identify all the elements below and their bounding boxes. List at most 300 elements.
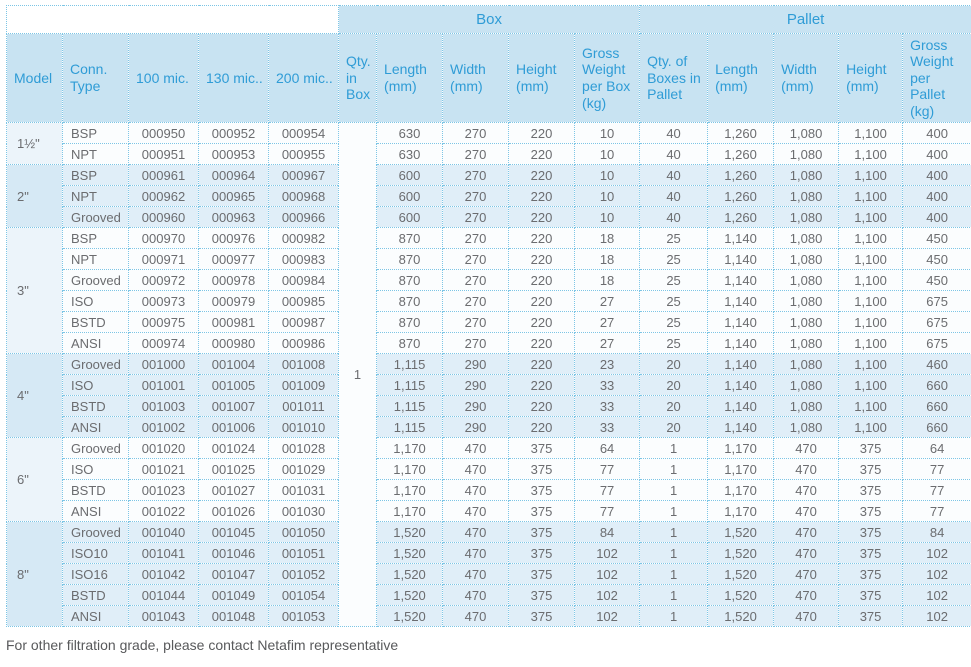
- pallet-qty-boxes-cell: 1: [640, 480, 708, 501]
- mic-100-cell: 000951: [129, 144, 199, 165]
- box-length-cell: 630: [377, 123, 443, 144]
- box-length-cell: 870: [377, 270, 443, 291]
- column-header-12: Width (mm): [774, 34, 839, 123]
- pallet-gross-weight-cell: 400: [903, 144, 971, 165]
- conn-type-cell: Grooved: [63, 522, 129, 543]
- box-width-cell: 470: [443, 606, 509, 627]
- conn-type-cell: BSTD: [63, 480, 129, 501]
- pallet-height-cell: 1,100: [839, 396, 903, 417]
- mic-100-cell: 001042: [129, 564, 199, 585]
- box-width-cell: 270: [443, 207, 509, 228]
- pallet-height-cell: 375: [839, 459, 903, 480]
- pallet-width-cell: 1,080: [774, 165, 839, 186]
- pallet-gross-weight-cell: 400: [903, 123, 971, 144]
- column-header-8: Height (mm): [509, 34, 575, 123]
- conn-type-cell: BSTD: [63, 585, 129, 606]
- mic-200-cell: 001010: [269, 417, 339, 438]
- box-width-cell: 270: [443, 312, 509, 333]
- mic-130-cell: 000965: [199, 186, 269, 207]
- pallet-width-cell: 470: [774, 606, 839, 627]
- pallet-qty-boxes-cell: 40: [640, 186, 708, 207]
- pallet-width-cell: 470: [774, 438, 839, 459]
- box-length-cell: 1,115: [377, 375, 443, 396]
- mic-200-cell: 001053: [269, 606, 339, 627]
- mic-130-cell: 000953: [199, 144, 269, 165]
- mic-200-cell: 001029: [269, 459, 339, 480]
- mic-130-cell: 001006: [199, 417, 269, 438]
- conn-type-cell: ANSI: [63, 606, 129, 627]
- table-row: [7, 144, 971, 165]
- pallet-height-cell: 375: [839, 522, 903, 543]
- box-gross-weight-cell: 27: [575, 333, 640, 354]
- column-header-7: Width (mm): [443, 34, 509, 123]
- pallet-width-cell: 470: [774, 564, 839, 585]
- mic-130-cell: 000964: [199, 165, 269, 186]
- pallet-width-cell: 470: [774, 585, 839, 606]
- pallet-width-cell: 1,080: [774, 354, 839, 375]
- column-header-0: Model: [7, 34, 63, 123]
- pallet-length-cell: 1,260: [708, 123, 774, 144]
- table-row: [7, 123, 971, 144]
- mic-130-cell: 000981: [199, 312, 269, 333]
- mic-100-cell: 001022: [129, 501, 199, 522]
- table-row: [7, 165, 971, 186]
- box-length-cell: 870: [377, 249, 443, 270]
- mic-200-cell: 000984: [269, 270, 339, 291]
- pallet-qty-boxes-cell: 1: [640, 606, 708, 627]
- pallet-gross-weight-cell: 400: [903, 186, 971, 207]
- table-header: [7, 6, 971, 123]
- pallet-qty-boxes-cell: 25: [640, 249, 708, 270]
- mic-100-cell: 001043: [129, 606, 199, 627]
- pallet-qty-boxes-cell: 1: [640, 501, 708, 522]
- box-gross-weight-cell: 23: [575, 354, 640, 375]
- conn-type-cell: ISO: [63, 375, 129, 396]
- box-gross-weight-cell: 77: [575, 501, 640, 522]
- mic-200-cell: 000987: [269, 312, 339, 333]
- pallet-gross-weight-cell: 64: [903, 438, 971, 459]
- pallet-gross-weight-cell: 102: [903, 564, 971, 585]
- box-gross-weight-cell: 102: [575, 564, 640, 585]
- pallet-width-cell: 470: [774, 480, 839, 501]
- conn-type-cell: BSP: [63, 228, 129, 249]
- model-cell: 8": [7, 522, 63, 627]
- mic-200-cell: 001051: [269, 543, 339, 564]
- mic-100-cell: 001020: [129, 438, 199, 459]
- box-height-cell: 375: [509, 438, 575, 459]
- pallet-gross-weight-cell: 460: [903, 354, 971, 375]
- box-length-cell: 1,520: [377, 585, 443, 606]
- pallet-qty-boxes-cell: 1: [640, 543, 708, 564]
- pallet-gross-weight-cell: 660: [903, 375, 971, 396]
- group-header-row: [7, 6, 971, 34]
- mic-100-cell: 001001: [129, 375, 199, 396]
- box-gross-weight-cell: 102: [575, 543, 640, 564]
- table-row: [7, 270, 971, 291]
- pallet-length-cell: 1,260: [708, 207, 774, 228]
- box-length-cell: 630: [377, 144, 443, 165]
- mic-200-cell: 000954: [269, 123, 339, 144]
- pallet-qty-boxes-cell: 25: [640, 312, 708, 333]
- column-header-10: Qty. of Boxes in Pallet: [640, 34, 708, 123]
- table-row: [7, 207, 971, 228]
- mic-100-cell: 000974: [129, 333, 199, 354]
- pallet-width-cell: 1,080: [774, 228, 839, 249]
- pallet-gross-weight-cell: 675: [903, 333, 971, 354]
- pallet-qty-boxes-cell: 1: [640, 459, 708, 480]
- pallet-gross-weight-cell: 450: [903, 249, 971, 270]
- pallet-height-cell: 375: [839, 501, 903, 522]
- pallet-length-cell: 1,140: [708, 375, 774, 396]
- box-length-cell: 870: [377, 228, 443, 249]
- pallet-gross-weight-cell: 102: [903, 585, 971, 606]
- pallet-height-cell: 1,100: [839, 417, 903, 438]
- box-width-cell: 470: [443, 480, 509, 501]
- mic-100-cell: 001000: [129, 354, 199, 375]
- table-row: [7, 564, 971, 585]
- pallet-height-cell: 375: [839, 585, 903, 606]
- box-width-cell: 470: [443, 522, 509, 543]
- box-height-cell: 220: [509, 249, 575, 270]
- pallet-qty-boxes-cell: 40: [640, 123, 708, 144]
- pallet-width-cell: 1,080: [774, 123, 839, 144]
- table-row: [7, 501, 971, 522]
- box-length-cell: 600: [377, 165, 443, 186]
- table-row: [7, 606, 971, 627]
- mic-130-cell: 000952: [199, 123, 269, 144]
- pallet-width-cell: 1,080: [774, 375, 839, 396]
- conn-type-cell: NPT: [63, 186, 129, 207]
- box-height-cell: 220: [509, 333, 575, 354]
- pallet-width-cell: 1,080: [774, 207, 839, 228]
- conn-type-cell: BSTD: [63, 396, 129, 417]
- box-width-cell: 470: [443, 438, 509, 459]
- table-row: [7, 459, 971, 480]
- mic-100-cell: 001002: [129, 417, 199, 438]
- pallet-height-cell: 375: [839, 480, 903, 501]
- conn-type-cell: Grooved: [63, 207, 129, 228]
- pallet-gross-weight-cell: 400: [903, 165, 971, 186]
- pallet-height-cell: 375: [839, 438, 903, 459]
- pallet-width-cell: 470: [774, 459, 839, 480]
- pallet-qty-boxes-cell: 25: [640, 333, 708, 354]
- pallet-qty-boxes-cell: 1: [640, 585, 708, 606]
- pallet-qty-boxes-cell: 1: [640, 522, 708, 543]
- conn-type-cell: Grooved: [63, 438, 129, 459]
- mic-100-cell: 000970: [129, 228, 199, 249]
- box-height-cell: 220: [509, 228, 575, 249]
- column-header-3: 130 mic..: [199, 34, 269, 123]
- box-width-cell: 290: [443, 375, 509, 396]
- mic-200-cell: 001009: [269, 375, 339, 396]
- pallet-length-cell: 1,140: [708, 270, 774, 291]
- mic-200-cell: 000955: [269, 144, 339, 165]
- table-row: [7, 585, 971, 606]
- pallet-length-cell: 1,140: [708, 396, 774, 417]
- pallet-height-cell: 375: [839, 543, 903, 564]
- pallet-height-cell: 1,100: [839, 312, 903, 333]
- box-width-cell: 290: [443, 396, 509, 417]
- box-width-cell: 290: [443, 354, 509, 375]
- box-gross-weight-cell: 10: [575, 207, 640, 228]
- pallet-gross-weight-cell: 77: [903, 501, 971, 522]
- box-width-cell: 470: [443, 459, 509, 480]
- mic-130-cell: 001024: [199, 438, 269, 459]
- footnote: For other filtration grade, please contact Netafim representative: [6, 637, 399, 653]
- column-header-5: Qty. in Box: [339, 34, 377, 123]
- mic-100-cell: 001021: [129, 459, 199, 480]
- box-height-cell: 375: [509, 585, 575, 606]
- box-height-cell: 375: [509, 459, 575, 480]
- mic-200-cell: 000968: [269, 186, 339, 207]
- box-height-cell: 220: [509, 165, 575, 186]
- pallet-length-cell: 1,260: [708, 165, 774, 186]
- box-height-cell: 220: [509, 291, 575, 312]
- box-width-cell: 270: [443, 123, 509, 144]
- pallet-gross-weight-cell: 450: [903, 228, 971, 249]
- mic-130-cell: 001026: [199, 501, 269, 522]
- box-gross-weight-cell: 84: [575, 522, 640, 543]
- mic-130-cell: 000979: [199, 291, 269, 312]
- conn-type-cell: BSP: [63, 165, 129, 186]
- box-gross-weight-cell: 18: [575, 249, 640, 270]
- box-height-cell: 375: [509, 501, 575, 522]
- pallet-qty-boxes-cell: 20: [640, 396, 708, 417]
- box-height-cell: 220: [509, 354, 575, 375]
- box-height-cell: 220: [509, 186, 575, 207]
- box-height-cell: 220: [509, 312, 575, 333]
- pallet-length-cell: 1,260: [708, 144, 774, 165]
- conn-type-cell: Grooved: [63, 270, 129, 291]
- table-row: [7, 228, 971, 249]
- column-header-2: 100 mic.: [129, 34, 199, 123]
- mic-100-cell: 000960: [129, 207, 199, 228]
- pallet-gross-weight-cell: 450: [903, 270, 971, 291]
- box-length-cell: 1,520: [377, 606, 443, 627]
- pallet-height-cell: 1,100: [839, 354, 903, 375]
- pallet-length-cell: 1,520: [708, 585, 774, 606]
- box-gross-weight-cell: 27: [575, 312, 640, 333]
- pallet-length-cell: 1,520: [708, 543, 774, 564]
- box-gross-weight-cell: 10: [575, 123, 640, 144]
- box-width-cell: 290: [443, 417, 509, 438]
- conn-type-cell: ISO10: [63, 543, 129, 564]
- pallet-length-cell: 1,520: [708, 522, 774, 543]
- table-body: [7, 123, 971, 627]
- pallet-gross-weight-cell: 660: [903, 396, 971, 417]
- mic-100-cell: 001041: [129, 543, 199, 564]
- box-width-cell: 270: [443, 186, 509, 207]
- table-row: [7, 186, 971, 207]
- box-width-cell: 470: [443, 501, 509, 522]
- box-gross-weight-cell: 10: [575, 144, 640, 165]
- table-row: [7, 333, 971, 354]
- mic-130-cell: 001004: [199, 354, 269, 375]
- conn-type-cell: NPT: [63, 144, 129, 165]
- mic-200-cell: 001008: [269, 354, 339, 375]
- pallet-gross-weight-cell: 400: [903, 207, 971, 228]
- mic-130-cell: 001046: [199, 543, 269, 564]
- mic-130-cell: 000977: [199, 249, 269, 270]
- mic-200-cell: 001054: [269, 585, 339, 606]
- table-row: [7, 417, 971, 438]
- pallet-qty-boxes-cell: 40: [640, 144, 708, 165]
- pallet-width-cell: 1,080: [774, 249, 839, 270]
- pallet-width-cell: 1,080: [774, 312, 839, 333]
- pallet-gross-weight-cell: 102: [903, 606, 971, 627]
- mic-200-cell: 001011: [269, 396, 339, 417]
- box-width-cell: 270: [443, 165, 509, 186]
- mic-130-cell: 001025: [199, 459, 269, 480]
- pallet-width-cell: 470: [774, 522, 839, 543]
- box-width-cell: 470: [443, 585, 509, 606]
- mic-200-cell: 001030: [269, 501, 339, 522]
- box-width-cell: 270: [443, 291, 509, 312]
- table-row: [7, 396, 971, 417]
- pallet-length-cell: 1,140: [708, 249, 774, 270]
- mic-200-cell: 000966: [269, 207, 339, 228]
- box-height-cell: 220: [509, 123, 575, 144]
- pallet-width-cell: 1,080: [774, 396, 839, 417]
- mic-100-cell: 000961: [129, 165, 199, 186]
- mic-200-cell: 000985: [269, 291, 339, 312]
- box-length-cell: 1,170: [377, 438, 443, 459]
- packaging-spec-table: [6, 5, 971, 627]
- pallet-length-cell: 1,140: [708, 354, 774, 375]
- table-row: [7, 375, 971, 396]
- mic-130-cell: 001007: [199, 396, 269, 417]
- mic-130-cell: 001048: [199, 606, 269, 627]
- mic-100-cell: 001023: [129, 480, 199, 501]
- box-height-cell: 220: [509, 417, 575, 438]
- box-length-cell: 1,115: [377, 396, 443, 417]
- pallet-length-cell: 1,520: [708, 606, 774, 627]
- pallet-height-cell: 375: [839, 606, 903, 627]
- mic-130-cell: 001005: [199, 375, 269, 396]
- box-gross-weight-cell: 33: [575, 375, 640, 396]
- column-header-1: Conn. Type: [63, 34, 129, 123]
- conn-type-cell: Grooved: [63, 354, 129, 375]
- pallet-gross-weight-cell: 675: [903, 291, 971, 312]
- box-height-cell: 220: [509, 207, 575, 228]
- mic-130-cell: 000976: [199, 228, 269, 249]
- pallet-gross-weight-cell: 660: [903, 417, 971, 438]
- mic-100-cell: 000975: [129, 312, 199, 333]
- mic-130-cell: 001045: [199, 522, 269, 543]
- pallet-width-cell: 1,080: [774, 144, 839, 165]
- mic-200-cell: 001050: [269, 522, 339, 543]
- mic-200-cell: 000982: [269, 228, 339, 249]
- conn-type-cell: ANSI: [63, 501, 129, 522]
- table-row: [7, 291, 971, 312]
- pallet-qty-boxes-cell: 40: [640, 165, 708, 186]
- box-height-cell: 220: [509, 270, 575, 291]
- box-length-cell: 1,170: [377, 501, 443, 522]
- pallet-qty-boxes-cell: 20: [640, 375, 708, 396]
- model-cell: 2": [7, 165, 63, 228]
- mic-200-cell: 001028: [269, 438, 339, 459]
- box-length-cell: 1,170: [377, 480, 443, 501]
- box-width-cell: 270: [443, 270, 509, 291]
- conn-type-cell: ISO16: [63, 564, 129, 585]
- mic-200-cell: 001031: [269, 480, 339, 501]
- mic-130-cell: 001027: [199, 480, 269, 501]
- box-gross-weight-cell: 18: [575, 270, 640, 291]
- pallet-qty-boxes-cell: 20: [640, 354, 708, 375]
- box-gross-weight-cell: 77: [575, 480, 640, 501]
- box-length-cell: 1,520: [377, 543, 443, 564]
- box-gross-weight-cell: 33: [575, 417, 640, 438]
- pallet-height-cell: 1,100: [839, 144, 903, 165]
- conn-type-cell: ISO: [63, 291, 129, 312]
- blank-header-space: [7, 6, 339, 34]
- box-gross-weight-cell: 77: [575, 459, 640, 480]
- conn-type-cell: ISO: [63, 459, 129, 480]
- conn-type-cell: NPT: [63, 249, 129, 270]
- pallet-gross-weight-cell: 675: [903, 312, 971, 333]
- box-length-cell: 870: [377, 333, 443, 354]
- box-gross-weight-cell: 10: [575, 186, 640, 207]
- conn-type-cell: BSTD: [63, 312, 129, 333]
- pallet-height-cell: 1,100: [839, 228, 903, 249]
- box-length-cell: 1,170: [377, 459, 443, 480]
- model-cell: 3": [7, 228, 63, 354]
- pallet-width-cell: 470: [774, 501, 839, 522]
- box-height-cell: 220: [509, 144, 575, 165]
- pallet-gross-weight-cell: 77: [903, 480, 971, 501]
- table-row: [7, 354, 971, 375]
- table-row: [7, 543, 971, 564]
- model-cell: 4": [7, 354, 63, 438]
- pallet-length-cell: 1,260: [708, 186, 774, 207]
- pallet-width-cell: 1,080: [774, 333, 839, 354]
- mic-100-cell: 000972: [129, 270, 199, 291]
- box-length-cell: 870: [377, 312, 443, 333]
- pallet-length-cell: 1,170: [708, 438, 774, 459]
- mic-200-cell: 000983: [269, 249, 339, 270]
- mic-100-cell: 000950: [129, 123, 199, 144]
- pallet-height-cell: 1,100: [839, 249, 903, 270]
- mic-100-cell: 001040: [129, 522, 199, 543]
- pallet-width-cell: 1,080: [774, 291, 839, 312]
- box-length-cell: 600: [377, 207, 443, 228]
- pallet-height-cell: 1,100: [839, 186, 903, 207]
- pallet-width-cell: 1,080: [774, 270, 839, 291]
- box-gross-weight-cell: 27: [575, 291, 640, 312]
- pallet-height-cell: 1,100: [839, 207, 903, 228]
- mic-100-cell: 000973: [129, 291, 199, 312]
- column-header-11: Length (mm): [708, 34, 774, 123]
- conn-type-cell: ANSI: [63, 417, 129, 438]
- box-width-cell: 270: [443, 249, 509, 270]
- mic-100-cell: 001003: [129, 396, 199, 417]
- conn-type-cell: BSP: [63, 123, 129, 144]
- pallet-qty-boxes-cell: 40: [640, 207, 708, 228]
- pallet-gross-weight-cell: 77: [903, 459, 971, 480]
- mic-100-cell: 001044: [129, 585, 199, 606]
- pallet-width-cell: 470: [774, 543, 839, 564]
- box-height-cell: 375: [509, 480, 575, 501]
- pallet-height-cell: 1,100: [839, 270, 903, 291]
- column-header-13: Height (mm): [839, 34, 903, 123]
- pallet-length-cell: 1,520: [708, 564, 774, 585]
- pallet-length-cell: 1,170: [708, 480, 774, 501]
- pallet-height-cell: 1,100: [839, 165, 903, 186]
- pallet-length-cell: 1,140: [708, 333, 774, 354]
- mic-200-cell: 000967: [269, 165, 339, 186]
- pallet-height-cell: 1,100: [839, 291, 903, 312]
- box-length-cell: 870: [377, 291, 443, 312]
